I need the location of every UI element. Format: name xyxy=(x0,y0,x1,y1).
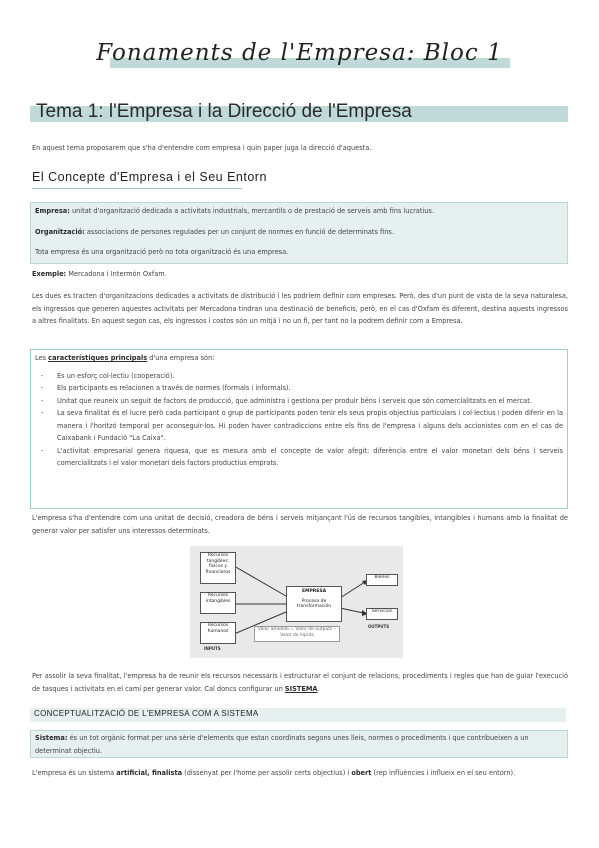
empresa-process: Proceso de transformación xyxy=(296,598,332,609)
def-sistema-term: Sistema: xyxy=(35,734,68,742)
characteristics-intro xyxy=(31,350,567,367)
sistema-p-pre: L'empresa és un sistema xyxy=(32,769,117,777)
def-empresa xyxy=(31,203,567,218)
list-item: - L'activitat empresarial genera riquesa, que es mesura amb el concepte de valor afegit: diferència entre el valor monetari dels béns i serveis comercialitzats i el valor monetari dels factors productius emprats. xyxy=(31,445,567,470)
input-intangibles-box: Recursos intangibles xyxy=(200,592,236,614)
example-text: Mercadona i Intermón Oxfam. xyxy=(66,270,167,278)
definitions-box xyxy=(30,202,568,264)
paragraph-unitat-decisio: L'empresa s'ha d'entendre com una unitat de decisió, creadora de béns i serveis mitjançant l'ús de recursos tangibles, intangibles i humans amb la finalitat de generar valor per satisfer uns interessos determinats. xyxy=(32,514,568,535)
paragraph-sistema-tipus xyxy=(32,767,568,780)
example-line xyxy=(32,268,568,281)
empresa-title: EMPRESA xyxy=(301,589,327,594)
paragraph-sistema xyxy=(32,670,568,695)
list-item: - La seva finalitat és el lucre però cada participant o grup de participants poden tenir els seus propis objectius particulars i col·lectius i poden diferir en la manera i l'horitzó temporal per aconseguir-los. Hi poden haver contradiccions entre els fins de l'empresa i alguns dels accionistes com en el cas de Caixabank i Fundació "La Caixa". xyxy=(31,407,567,445)
sistema-p-term2: obert xyxy=(351,769,372,777)
intro-text: En aquest tema proposarem que s'ha d'entendre com empresa i quin paper juga la direcció d'aquesta. xyxy=(32,144,372,152)
para3-post: . xyxy=(317,684,320,693)
paragraph-mercadona: Les dues es tracten d'organitzacions dedicades a activitats de distribució i les podríem definir com empreses. Però, des d'un punt de vista de la seva naturalesa, els ingressos que generen aquestes activitats per Mercadona tindran una destinació de beneficis, però, en el cas d'Oxfam és diferent, destina aquests ingressos a altres finalitats. En aquest segon cas, els ingressos i costos són un mitjà i no un fi, per tant no la podrem definir com a Empresa. xyxy=(32,292,568,325)
def-empresa-term: Empresa: xyxy=(35,207,70,215)
input-tangibles-box: Recursos tangibles: físicos y financieros xyxy=(200,552,236,584)
tema-heading: Tema 1: l'Empresa i la Direcció de l'Empresa xyxy=(36,101,412,122)
empresa-box xyxy=(286,586,342,622)
sistema-p-post: (rep influències i influeix en el seu entorn). xyxy=(371,769,516,777)
def-empresa-text: unitat d'organització dedicada a activitats industrials, mercantils o de prestació de serveis amb fins lucratius. xyxy=(69,207,434,215)
characteristics-box xyxy=(30,349,568,509)
empresa-system-diagram xyxy=(190,546,403,658)
list-item: - És un esforç col·lectiu (cooperació). xyxy=(31,370,567,383)
output-bienes-box: Bienes xyxy=(366,574,398,586)
heading-underline xyxy=(32,188,242,189)
sistema-p-term1: artificial, finalista xyxy=(116,769,183,777)
sistema-p-mid: (dissenyat per l'home per assolir certs objectius) i xyxy=(182,769,352,777)
def-org-text: associacions de persones regulades per un conjunt de normes en funció de determinats fins. xyxy=(84,227,394,236)
page-title: Fonaments de l'Empresa: Bloc 1 xyxy=(96,40,503,66)
def-sistema-text: és un tot orgànic format per una sèrie d'elements que estan coordinats segons unes lleis, normes o procediments i que contribueixen a un determinat objectiu. xyxy=(35,734,529,755)
para3-pre: Per assolir la seva finalitat, l'empresa ha de reunir els recursos necessaris i estructurar el conjunt de relacions, procediments i regles que han de guiar l'execució de tasques i activitats en el camí per generar valor. Cal doncs configurar un xyxy=(32,672,568,693)
def-organitzacio xyxy=(31,218,567,239)
section-heading-concepte: El Concepte d'Empresa i el Seu Entorn xyxy=(32,170,267,184)
outputs-label: OUTPUTS xyxy=(368,624,390,629)
char-intro-post: d'una empresa són: xyxy=(147,354,215,362)
input-humans-box: Recursos humanos xyxy=(200,622,236,644)
char-intro-pre: Les xyxy=(35,354,49,362)
char-intro-term: característiques principals xyxy=(48,354,148,362)
output-servicios-box: Servicios xyxy=(366,608,398,620)
list-item: - Unitat que reuneix un seguit de factors de producció, que administra i gestiona per produir béns i serveis que són comercialitzats en el mercat. xyxy=(31,395,567,408)
para3-term: SISTEMA xyxy=(284,684,318,693)
def-org-term: Organització: xyxy=(35,227,85,236)
sistema-definition-box xyxy=(30,730,568,758)
inputs-label: INPUTS xyxy=(204,646,221,651)
def-sistema xyxy=(31,731,567,758)
section-heading-sistema: CONCEPTUALITZACIÓ DE L'EMPRESA COM A SISTEMA xyxy=(34,709,259,718)
valor-afegit-note: Valor añadido = Valor de outputs – Valor de inputs xyxy=(254,626,340,642)
example-term: Exemple: xyxy=(32,270,67,278)
list-item: - Els participants es relacionen a través de normes (formals i informals). xyxy=(31,382,567,395)
def-note: Tota empresa és una organització però no tota organització és una empresa. xyxy=(35,248,289,256)
